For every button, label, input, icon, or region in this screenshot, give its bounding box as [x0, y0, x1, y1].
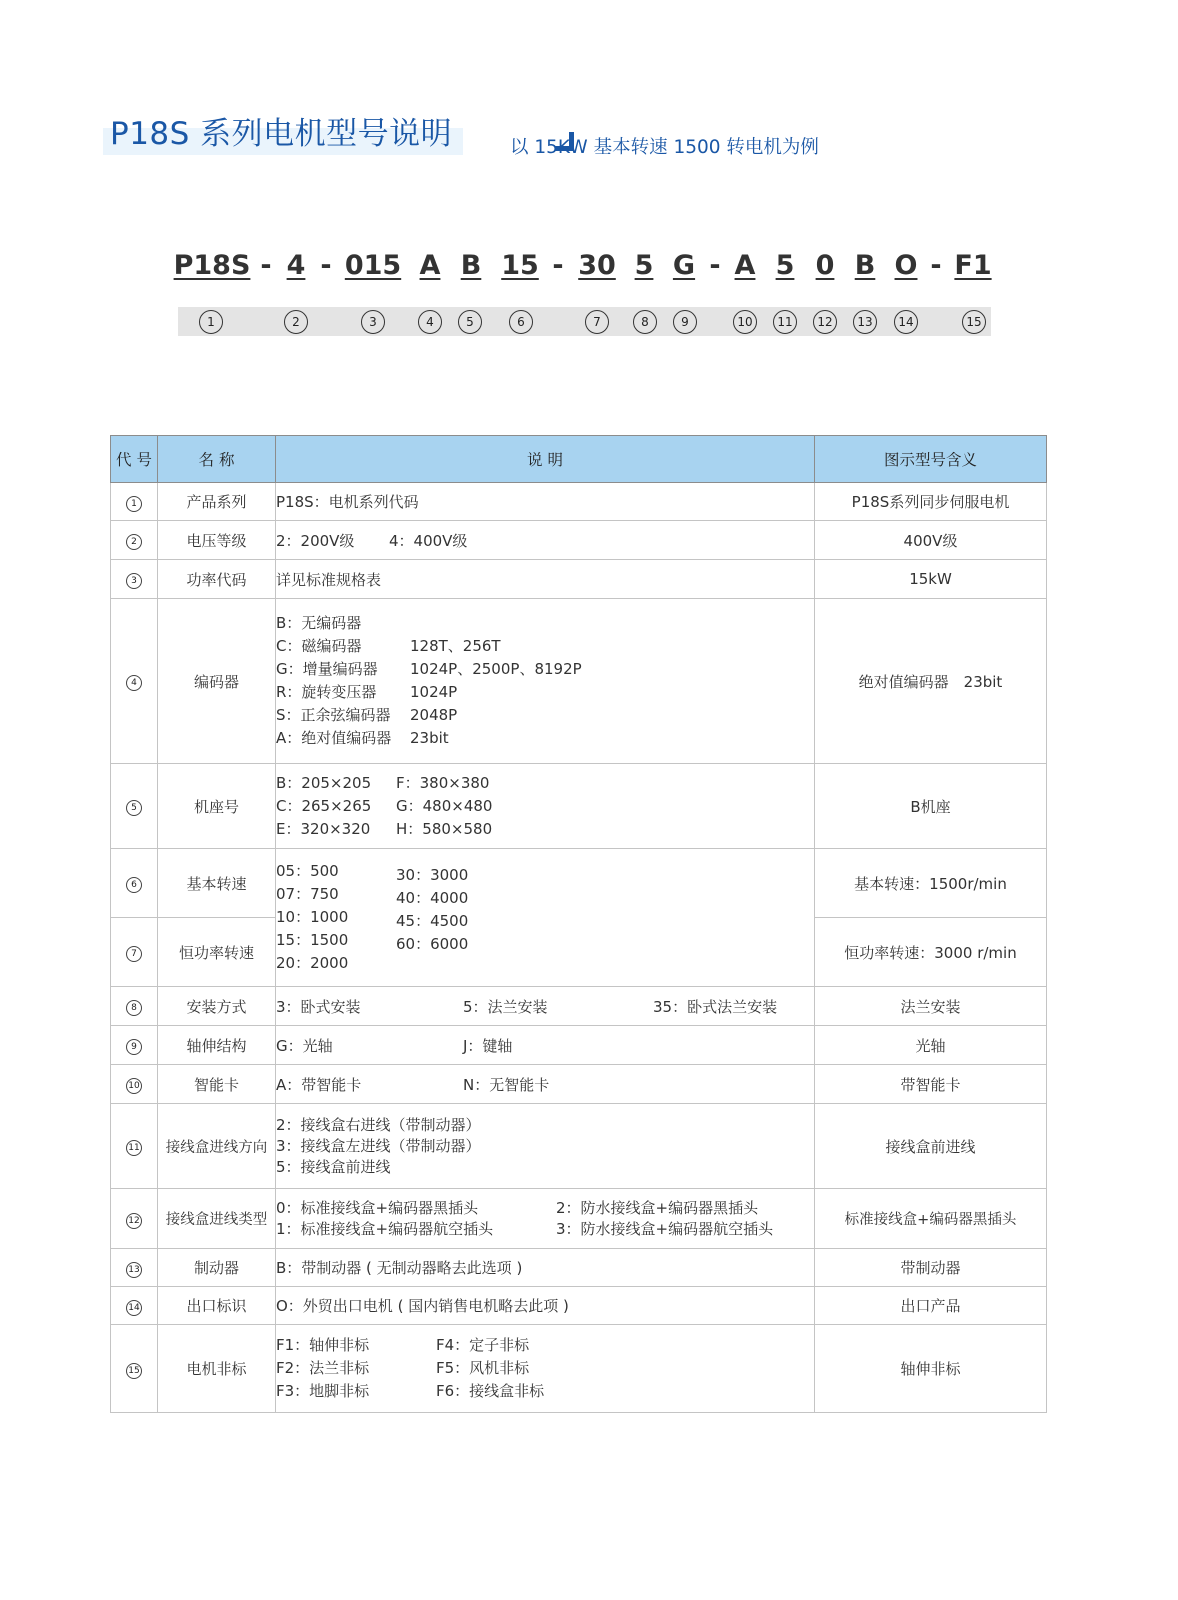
desc-item: 1024P、2500P、8192P [410, 660, 582, 678]
row-desc [276, 987, 815, 1026]
position-number: 9 [673, 310, 697, 334]
row-meaning: 绝对值编码器 23bit [815, 599, 1047, 764]
desc-item: B：205×205 [276, 773, 372, 792]
row-number: 7 [126, 946, 142, 962]
row-meaning: P18S系列同步伺服电机 [815, 483, 1047, 521]
row-number: 5 [126, 800, 142, 816]
desc-item: 1：标准接线盒+编码器航空插头 [276, 1219, 494, 1238]
position-number: 10 [733, 310, 757, 334]
row-desc [276, 1104, 815, 1189]
desc-item: E：320×320 [276, 819, 371, 838]
desc-item: F5：风机非标 [436, 1359, 530, 1377]
desc-item: G：光轴 [276, 1036, 333, 1055]
row-number: 4 [126, 675, 142, 691]
code-part: F1 [954, 250, 992, 281]
position-number: 13 [853, 310, 877, 334]
row-meaning: 出口产品 [815, 1287, 1047, 1325]
position-number: 4 [418, 310, 442, 334]
table-row [111, 1104, 1047, 1189]
desc-item: G：480×480 [396, 796, 493, 815]
code-part: 30 [578, 250, 616, 281]
code-part: P18S [173, 250, 251, 281]
row-number: 14 [126, 1300, 142, 1316]
code-part: B [460, 250, 482, 281]
table-row [111, 521, 1047, 560]
code-part: G [672, 250, 696, 281]
page-subtitle: 以 15KW 基本转速 1500 转电机为例 [510, 137, 819, 158]
row-desc [276, 521, 815, 560]
row-meaning: 15kW [815, 560, 1047, 599]
header-desc: 说 明 [276, 436, 815, 483]
position-number: 6 [509, 310, 533, 334]
row-number: 8 [126, 1000, 142, 1016]
desc-item: 5：接线盒前进线 [276, 1157, 391, 1176]
position-number: 11 [773, 310, 797, 334]
row-number: 2 [126, 534, 142, 550]
header-name: 名 称 [158, 436, 276, 483]
code-separator: - [930, 250, 942, 281]
code-separator: - [552, 250, 564, 281]
row-number: 11 [126, 1140, 142, 1156]
desc-item: C：265×265 [276, 796, 372, 815]
desc-item: 05：500 [276, 862, 339, 880]
desc-item: 35：卧式法兰安装 [653, 997, 778, 1016]
row-desc: P18S：电机系列代码 [276, 483, 815, 521]
row-desc [276, 599, 815, 764]
position-number: 15 [962, 310, 986, 334]
desc-item: N：无智能卡 [463, 1075, 550, 1094]
row-desc [276, 1065, 815, 1104]
desc-item: A：绝对值编码器 [276, 729, 392, 747]
row-meaning: 恒功率转速：3000 r/min [815, 918, 1047, 987]
row-name: 电机非标 [158, 1325, 276, 1413]
desc-item: 4：400V级 [389, 531, 468, 550]
row-name: 基本转速 [158, 849, 276, 918]
row-meaning: 标准接线盒+编码器黑插头 [815, 1189, 1047, 1249]
row-name: 功率代码 [158, 560, 276, 599]
row-name: 接线盒进线类型 [158, 1189, 276, 1249]
position-number: 12 [813, 310, 837, 334]
desc-item: H：580×580 [396, 819, 493, 838]
desc-item: 20：2000 [276, 954, 349, 972]
row-name: 出口标识 [158, 1287, 276, 1325]
row-meaning: 带制动器 [815, 1249, 1047, 1287]
row-desc: O：外贸出口电机 ( 国内销售电机略去此项 ) [276, 1287, 815, 1325]
position-number: 8 [633, 310, 657, 334]
spec-table [110, 435, 1047, 1413]
table-row [111, 1189, 1047, 1249]
row-desc: 详见标准规格表 [276, 560, 815, 599]
desc-item: R：旋转变压器 [276, 683, 377, 701]
desc-item: G：增量编码器 [276, 660, 378, 678]
desc-item: 2：防水接线盒+编码器黑插头 [556, 1198, 759, 1217]
table-row [111, 1249, 1047, 1287]
code-separator: - [260, 250, 272, 281]
row-number: 15 [126, 1363, 142, 1379]
table-row [111, 1287, 1047, 1325]
row-meaning: 光轴 [815, 1026, 1047, 1065]
row-number: 10 [126, 1078, 142, 1094]
code-separator: - [320, 250, 332, 281]
row-meaning: 法兰安装 [815, 987, 1047, 1026]
desc-item: S：正余弦编码器 [276, 706, 391, 724]
desc-item: 45：4500 [396, 912, 469, 930]
code-part: 4 [286, 250, 306, 281]
row-meaning: 轴伸非标 [815, 1325, 1047, 1413]
row-name: 恒功率转速 [158, 918, 276, 987]
position-number: 14 [894, 310, 918, 334]
code-part: 5 [634, 250, 654, 281]
position-number: 7 [585, 310, 609, 334]
table-row [111, 764, 1047, 849]
row-name: 编码器 [158, 599, 276, 764]
row-meaning: 带智能卡 [815, 1065, 1047, 1104]
desc-item: 30：3000 [396, 866, 469, 884]
code-part: 15 [501, 250, 539, 281]
desc-item: 3：卧式安装 [276, 997, 361, 1016]
desc-item: 2048P [410, 706, 458, 724]
table-row [111, 849, 1047, 918]
desc-item: F1：轴伸非标 [276, 1336, 370, 1354]
code-part: 015 [344, 250, 402, 281]
table-row [111, 1026, 1047, 1065]
position-number: 3 [361, 310, 385, 334]
row-number: 6 [126, 877, 142, 893]
row-desc [276, 1026, 815, 1065]
row-desc [276, 1325, 815, 1413]
table-row [111, 560, 1047, 599]
model-code [0, 250, 1178, 290]
desc-item: 2：200V级 [276, 531, 355, 550]
header-code: 代 号 [111, 436, 158, 483]
desc-item: C：磁编码器 [276, 637, 362, 655]
row-number: 12 [126, 1213, 142, 1229]
desc-item: 1024P [410, 683, 458, 701]
code-part: 0 [815, 250, 835, 281]
row-name: 智能卡 [158, 1065, 276, 1104]
desc-item: 10：1000 [276, 908, 349, 926]
code-part: 5 [775, 250, 795, 281]
table-row [111, 1325, 1047, 1413]
desc-item: 3：接线盒左进线（带制动器） [276, 1136, 481, 1155]
desc-item: 3：防水接线盒+编码器航空插头 [556, 1219, 774, 1238]
row-desc: B：带制动器 ( 无制动器略去此选项 ) [276, 1249, 815, 1287]
desc-item: 128T、256T [410, 637, 501, 655]
table-header-row [111, 436, 1047, 483]
position-number: 1 [199, 310, 223, 334]
desc-item: F6：接线盒非标 [436, 1382, 545, 1400]
code-part: A [419, 250, 441, 281]
row-desc [276, 764, 815, 849]
desc-item: 0：标准接线盒+编码器黑插头 [276, 1198, 479, 1217]
desc-item: 23bit [410, 729, 449, 747]
desc-item: 07：750 [276, 885, 339, 903]
desc-item: F3：地脚非标 [276, 1382, 370, 1400]
code-part: A [734, 250, 756, 281]
position-number: 5 [458, 310, 482, 334]
row-name: 电压等级 [158, 521, 276, 560]
row-name: 机座号 [158, 764, 276, 849]
row-number: 1 [126, 496, 142, 512]
table-row [111, 987, 1047, 1026]
desc-item: 60：6000 [396, 935, 469, 953]
code-part: O [894, 250, 918, 281]
desc-item: F：380×380 [396, 773, 490, 792]
desc-item: 40：4000 [396, 889, 469, 907]
table-row [111, 599, 1047, 764]
code-part: B [854, 250, 876, 281]
row-meaning: 基本转速：1500r/min [815, 849, 1047, 918]
desc-item: F4：定子非标 [436, 1336, 530, 1354]
desc-item: B：无编码器 [276, 614, 362, 632]
row-name: 产品系列 [158, 483, 276, 521]
code-separator: - [709, 250, 721, 281]
position-number: 2 [284, 310, 308, 334]
row-name: 制动器 [158, 1249, 276, 1287]
desc-item: 15：1500 [276, 931, 349, 949]
desc-item: 2：接线盒右进线（带制动器） [276, 1115, 481, 1134]
row-name: 轴伸结构 [158, 1026, 276, 1065]
row-number: 3 [126, 573, 142, 589]
row-number: 13 [126, 1262, 142, 1278]
row-name: 安装方式 [158, 987, 276, 1026]
row-name: 接线盒进线方向 [158, 1104, 276, 1189]
header-meaning: 图示型号含义 [815, 436, 1047, 483]
desc-item: 5：法兰安装 [463, 997, 548, 1016]
row-number: 9 [126, 1039, 142, 1055]
desc-item: A：带智能卡 [276, 1075, 362, 1094]
table-row [111, 1065, 1047, 1104]
page-title: P18S 系列电机型号说明 [110, 116, 453, 152]
desc-item: J：键轴 [463, 1036, 513, 1055]
row-meaning: 接线盒前进线 [815, 1104, 1047, 1189]
desc-item: F2：法兰非标 [276, 1359, 370, 1377]
row-meaning: 400V级 [815, 521, 1047, 560]
table-row [111, 483, 1047, 521]
row-desc [276, 849, 815, 987]
row-meaning: B机座 [815, 764, 1047, 849]
row-desc [276, 1189, 815, 1249]
